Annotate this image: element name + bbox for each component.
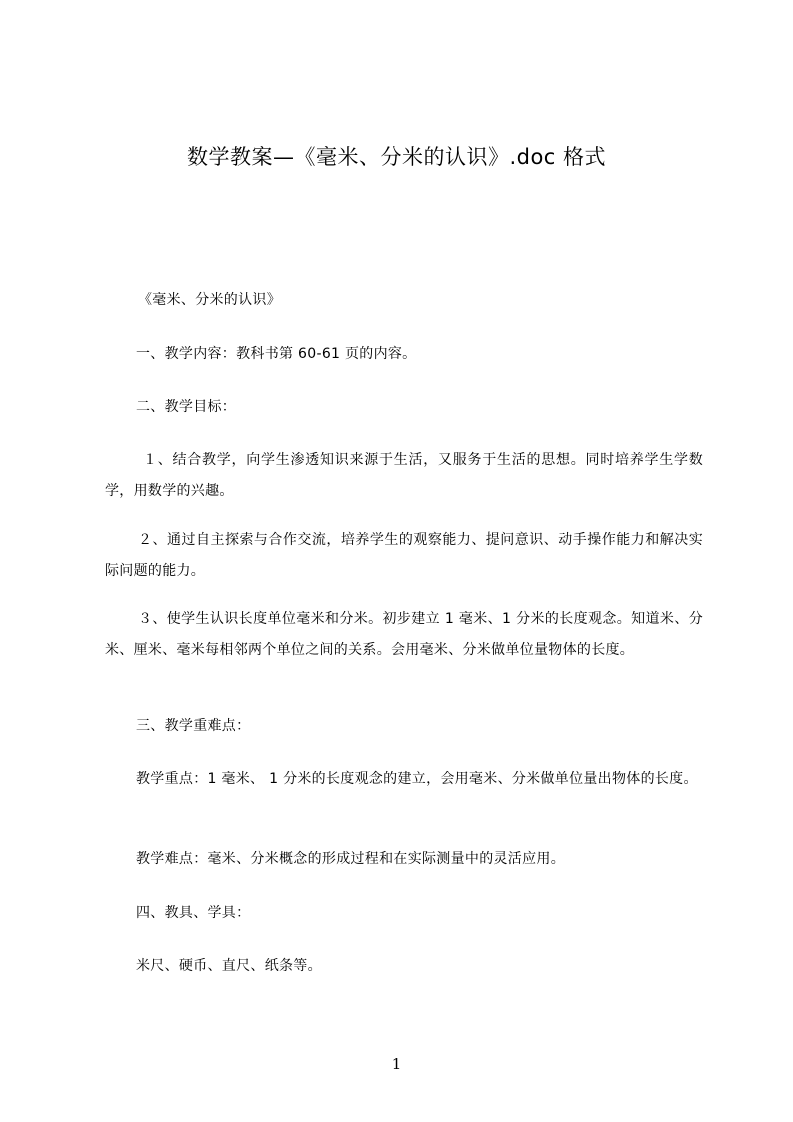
difficult-point-text: 教学难点：毫米、分米概念的形成过程和在实际测量中的灵活应用。	[136, 851, 565, 867]
document-title: 数学教案—《毫米、分米的认识》.doc 格式	[186, 145, 607, 169]
section-teaching-content: 一、教学内容：教科书第 60-61 页的内容。	[136, 346, 417, 362]
key-point-text: 教学重点：1 毫米、 1 分米的长度观念的建立，会用毫米、分米做单位量出物体的长度。	[136, 771, 698, 787]
lesson-heading: 《毫米、分米的认识》	[138, 292, 281, 308]
section-teaching-aids: 四、教具、学具：	[136, 905, 251, 921]
goal-item-2: ２、通过自主探索与合作交流，培养学生的观察能力、提问意识、动手操作能力和解决实际问题的能力。	[105, 532, 703, 579]
goal-item-3: ３、使学生认识长度单位毫米和分米。初步建立 1 毫米、1 分米的长度观念。知道米、分米、厘米、毫米每相邻两个单位之间的关系。会用毫米、分米做单位量物体的长度。	[105, 611, 703, 658]
teaching-aids-list: 米尺、硬币、直尺、纸条等。	[136, 958, 322, 974]
section-teaching-goals: 二、教学目标：	[136, 399, 237, 415]
section-key-difficult-points: 三、教学重难点：	[136, 718, 251, 734]
page-number: 1	[391, 1055, 402, 1073]
goal-item-1: １、结合教学，向学生渗透知识来源于生活，又服务于生活的思想。同时培养学生学数学，用数学的兴趣。	[105, 452, 703, 499]
